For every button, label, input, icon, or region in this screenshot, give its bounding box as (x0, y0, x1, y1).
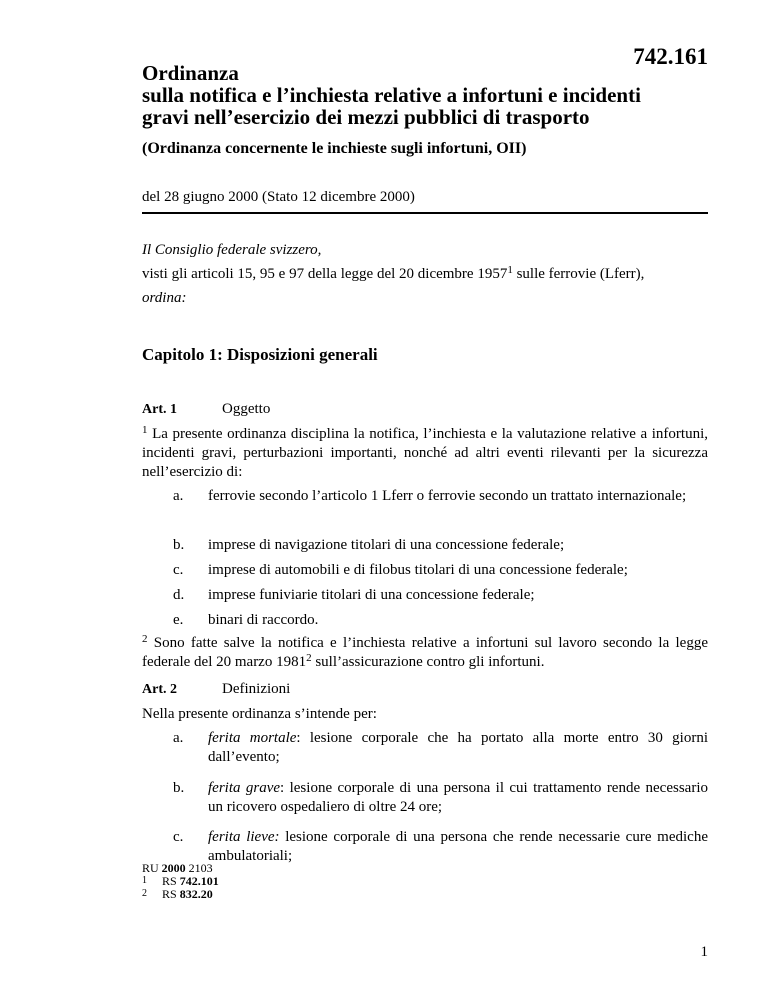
sr-number: 742.161 (633, 44, 708, 69)
preamble (142, 238, 708, 310)
article-number: Art. 2 (142, 682, 177, 697)
paragraph-number: 2 (142, 633, 148, 645)
footnote: 1 RS 742.101 (142, 874, 219, 888)
preamble-enact: ordina: (142, 290, 187, 306)
article-title: Definizioni (222, 681, 291, 697)
document-title (142, 62, 708, 128)
paragraph-number: 1 (142, 424, 148, 436)
date-line: del 28 giugno 2000 (Stato 12 dicembre 2000) (142, 189, 415, 205)
title-line: Ordinanza (142, 61, 239, 85)
ru-reference: RU 2000 2103 (142, 861, 213, 875)
footnote: 2 RS 832.20 (142, 887, 213, 901)
defined-term: ferita mortale (208, 730, 297, 746)
title-line: sulla notifica e l’inchiesta relative a infortuni e incidenti (142, 83, 641, 107)
article-1-heading (142, 401, 270, 418)
article-title: Oggetto (222, 401, 271, 417)
title-line: gravi nell’esercizio dei mezzi pubblici di trasporto (142, 105, 590, 129)
short-title: (Ordinanza concernente le inchieste sugli infortuni, OII) (142, 140, 527, 157)
article-1-paragraph-2: $^2$ Sono fatte salve la notifica e l’inchiesta relative a infortuni sul lavoro secondo la legge federale del 20 marzo 1981$^2$ sull’assicurazione contro gli infortuni. (142, 633, 708, 670)
page-number: 1 (700, 944, 708, 960)
defined-term: ferita lieve: (208, 829, 280, 845)
preamble-basis: visti gli articoli 15, 95 e 97 della legge del 20 dicembre 1957$^1$ sulle ferrovie (Lferr), (142, 264, 645, 282)
chapter-heading: Capitolo 1: Disposizioni generali (142, 345, 378, 364)
article-number: Art. 1 (142, 402, 177, 417)
header-divider (142, 212, 708, 214)
footnote-ref[interactable]: 2 (306, 652, 312, 664)
article-2-intro: Nella presente ordinanza s’intende per: (142, 706, 377, 722)
article-1-paragraph-1: $^1$ La presente ordinanza disciplina la notifica, l’inchiesta e la valutazione relative a infortuni, incidenti gravi, perturbazioni importanti, nonché ad altri eventi rilevanti per la sicurezza nell’esercizio di: (142, 424, 708, 480)
footnotes (142, 862, 442, 901)
preamble-authority: Il Consiglio federale svizzero, (142, 242, 322, 258)
footnote-ref[interactable]: 1 (507, 264, 513, 276)
defined-term: ferita grave (208, 780, 281, 796)
article-2-heading (142, 681, 290, 698)
